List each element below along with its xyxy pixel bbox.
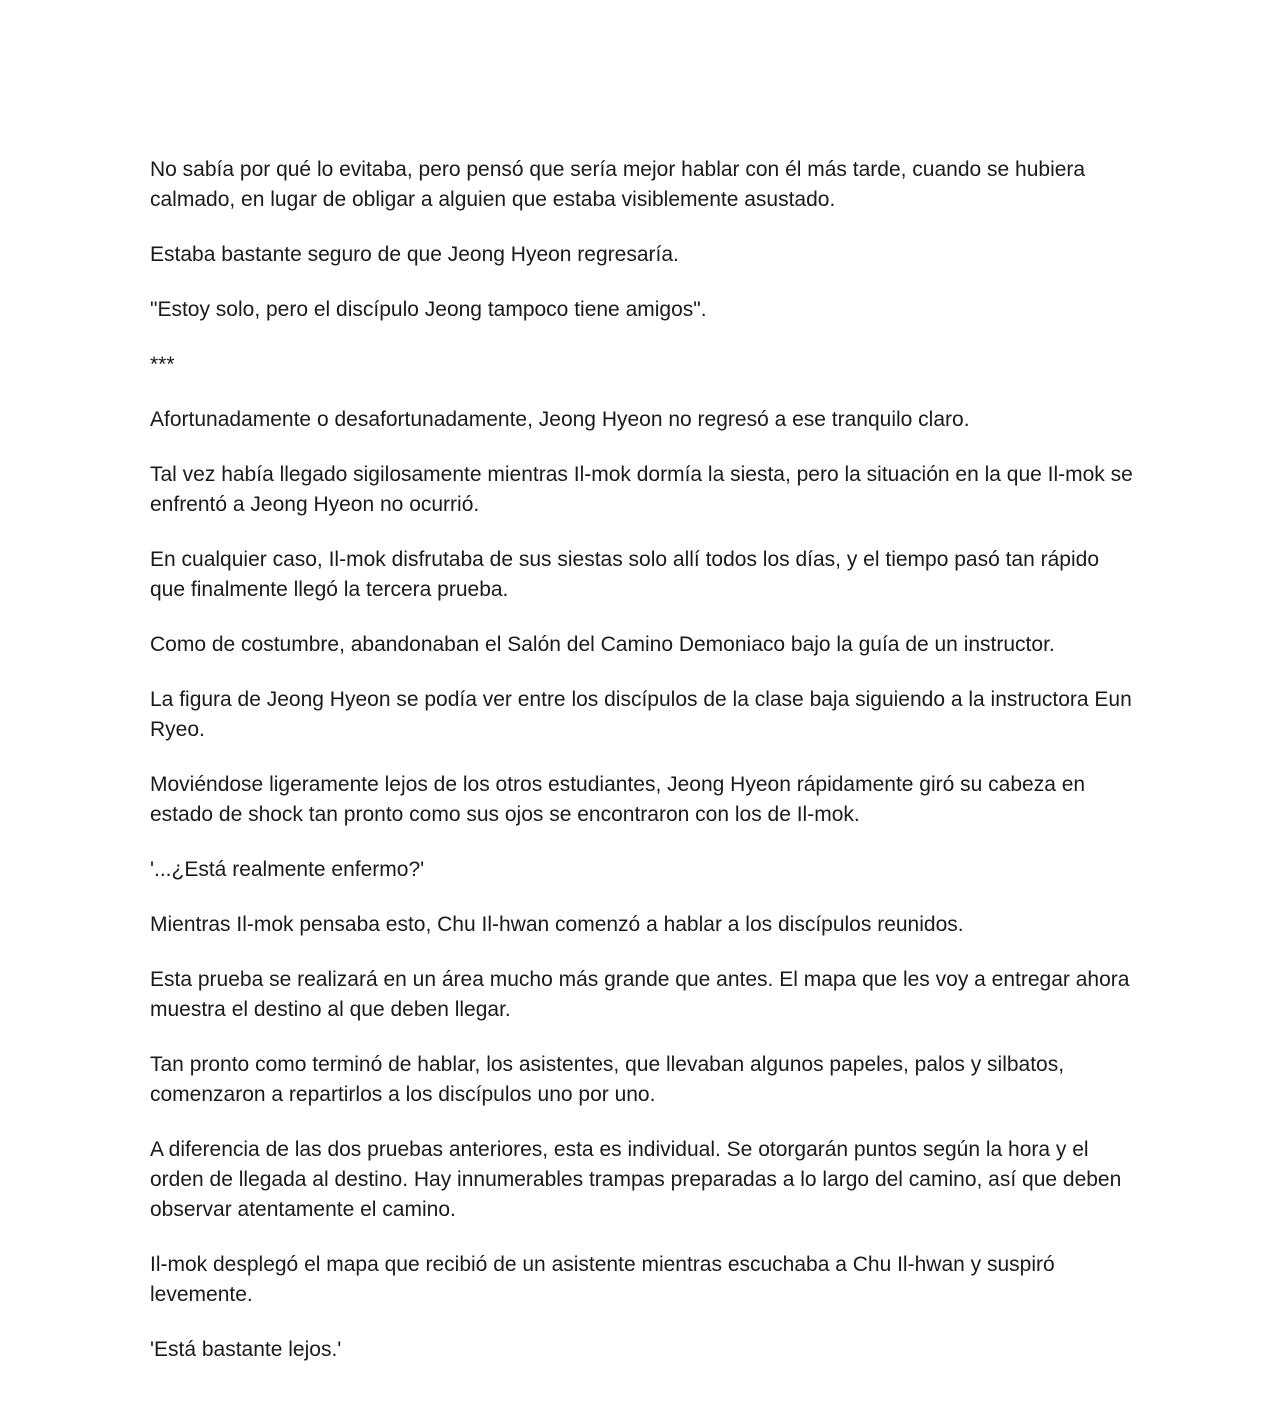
paragraph: Moviéndose ligeramente lejos de los otros estudiantes, Jeong Hyeon rápidamente giró su cabeza en estado de shock tan pronto como sus ojos se encontraron con los de Il-mok. <box>150 773 1086 826</box>
paragraph: Afortunadamente o desafortunadamente, Jeong Hyeon no regresó a ese tranquilo claro. <box>150 408 970 431</box>
paragraph: "Estoy solo, pero el discípulo Jeong tampoco tiene amigos". <box>150 298 707 321</box>
paragraph: Esta prueba se realizará en un área mucho más grande que antes. El mapa que les voy a entregar ahora muestra el destino al que deben llegar. <box>150 968 1130 1021</box>
paragraph: Il-mok desplegó el mapa que recibió de un asistente mientras escuchaba a Chu Il-hwan y suspiró levemente. <box>150 1253 1055 1306</box>
paragraph: Como de costumbre, abandonaban el Salón del Camino Demoniaco bajo la guía de un instructor. <box>150 633 1055 656</box>
document-page <box>150 155 1135 1365</box>
paragraph: 'Está bastante lejos.' <box>150 1338 342 1361</box>
paragraph: La figura de Jeong Hyeon se podía ver entre los discípulos de la clase baja siguiendo a la instructora Eun Ryeo. <box>150 688 1132 741</box>
paragraph: '...¿Está realmente enfermo?' <box>150 858 425 881</box>
paragraph: Tal vez había llegado sigilosamente mientras Il-mok dormía la siesta, pero la situación en la que Il-mok se enfrentó a Jeong Hyeon no ocurrió. <box>150 463 1133 516</box>
paragraph: A diferencia de las dos pruebas anteriores, esta es individual. Se otorgarán puntos según la hora y el orden de llegada al destino. Hay innumerables trampas preparadas a lo largo del camino, así que deben observar atentamente el camino. <box>150 1138 1122 1221</box>
paragraph: Tan pronto como terminó de hablar, los asistentes, que llevaban algunos papeles, palos y silbatos, comenzaron a repartirlos a los discípulos uno por uno. <box>150 1053 1065 1106</box>
paragraph: Mientras Il-mok pensaba esto, Chu Il-hwan comenzó a hablar a los discípulos reunidos. <box>150 913 964 936</box>
paragraph: No sabía por qué lo evitaba, pero pensó que sería mejor hablar con él más tarde, cuando se hubiera calmado, en lugar de obligar a alguien que estaba visiblemente asustado. <box>150 158 1086 211</box>
paragraph: Estaba bastante seguro de que Jeong Hyeon regresaría. <box>150 243 679 266</box>
paragraph: En cualquier caso, Il-mok disfrutaba de sus siestas solo allí todos los días, y el tiempo pasó tan rápido que finalmente llegó la tercera prueba. <box>150 548 1099 601</box>
scene-break: *** <box>150 353 175 376</box>
